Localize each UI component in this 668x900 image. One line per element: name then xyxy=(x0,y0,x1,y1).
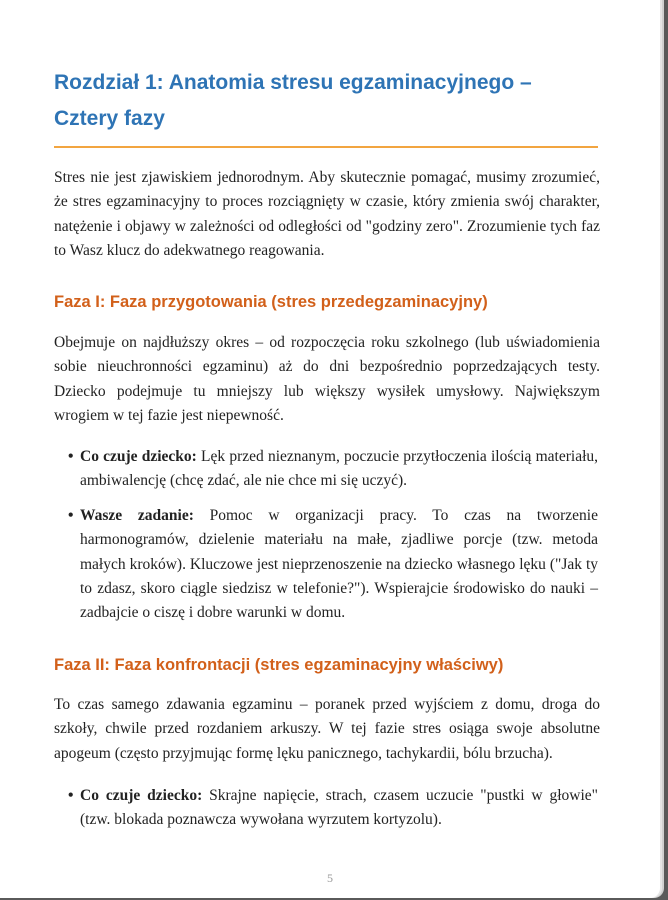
bullet-icon: • xyxy=(68,787,74,804)
bullet-text: Skrajne napięcie, strach, czasem uczucie "pustki w głowie" (tzw. blokada poznawcza wywołana wyrzutem kortyzolu). xyxy=(80,787,598,829)
list-item xyxy=(68,504,598,625)
bullet-text: Lęk przed nieznanym, poczucie przytłoczenia ilością materiału, ambiwalencję (chcę zdać, ale nie chce mi się uczyć). xyxy=(80,448,599,490)
bullet-label: Co czuje dziecko: xyxy=(80,448,197,465)
phase1-heading: Faza I: Faza przygotowania (stres przedegzaminacyjny) xyxy=(54,293,488,311)
bullet-icon: • xyxy=(68,448,74,465)
phase1-paragraph: Obejmuje on najdłuższy okres – od rozpoczęcia roku szkolnego (lub uświadomienia sobie nieuchronności egzaminu) aż do dni bezpośrednio poprzedzających testy. Dziecko podejmuje tu mniejszy lub większy wysiłek umysłowy. Największym wrogiem w tej fazie jest niepewność. xyxy=(54,334,600,424)
phase2-paragraph: To czas samego zdawania egzaminu – poranek przed wyjściem z domu, droga do szkoły, chwile przed rozdaniem arkuszy. W tej fazie stres osiąga swoje absolutne apogeum (często przyjmując formę lęku panicznego, tachykardii, bólu brzucha). xyxy=(54,696,600,762)
bullet-text: Pomoc w organizacji pracy. To czas na tworzenie harmonogramów, dzielenie materiału na małe, zjadliwe porcje (tzw. metoda małych kroków). Kluczowe jest nieprzenoszenie na dziecko własnego lęku ("Jak ty to zdasz, skoro ciągle siedzisz w telefonie?"). Wspierajcie środowisko do nauki – zadbajcie o ciszę i dobre warunki w domu. xyxy=(80,507,598,622)
title-divider xyxy=(54,146,598,148)
bullet-label: Wasze zadanie: xyxy=(80,507,194,524)
bullet-icon: • xyxy=(68,507,74,524)
bullet-label: Co czuje dziecko: xyxy=(80,787,203,804)
phase2-heading: Faza II: Faza konfrontacji (stres egzaminacyjny właściwy) xyxy=(54,656,504,674)
chapter-title: Rozdział 1: Anatomia stresu egzaminacyjnego – Cztery fazy xyxy=(54,71,532,130)
list-item xyxy=(68,445,598,494)
page-number: 5 xyxy=(327,871,333,885)
list-item xyxy=(68,784,598,833)
intro-paragraph: Stres nie jest zjawiskiem jednorodnym. Aby skutecznie pomagać, musimy zrozumieć, że stres egzaminacyjny to proces rozciągnięty w czasie, który zmienia swój charakter, natężenie i objawy w zależności od odległości od "godziny zero". Zrozumienie tych faz to Wasz klucz do adekwatnego reagowania. xyxy=(54,169,600,259)
